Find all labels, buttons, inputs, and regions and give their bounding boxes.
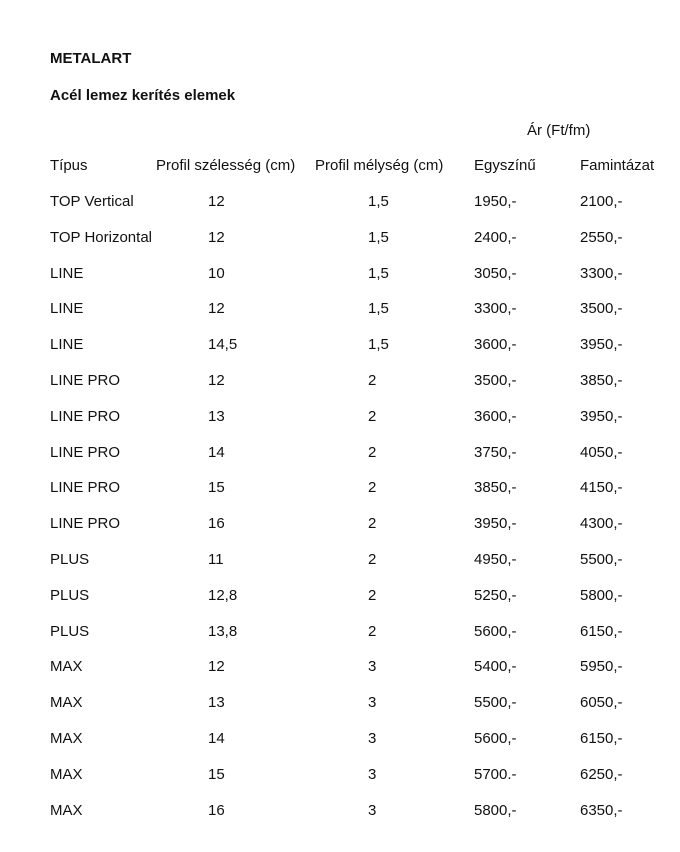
document-title: METALART [50, 50, 132, 67]
cell-type: MAX [50, 801, 83, 819]
cell-profile-depth: 1,5 [368, 193, 389, 210]
document-subtitle: Acél lemez kerítés elemek [50, 87, 236, 104]
cell-profile-width: 16 [208, 515, 225, 533]
cell-wood-pattern-price: 6250,- [580, 765, 623, 783]
cell-wood-pattern-price: 3850,- [580, 372, 623, 389]
cell-wood-pattern-price: 3950,- [580, 336, 623, 354]
cell-type: TOP Horizontal [50, 228, 152, 246]
cell-type: LINE PRO [50, 407, 121, 425]
cell-single-color-price: 3600,- [474, 336, 517, 354]
cell-wood-pattern-price: 5950,- [580, 658, 623, 676]
cell-profile-depth: 3 [368, 801, 377, 819]
cell-single-color-price: 3500,- [474, 372, 517, 389]
cell-single-color-price: 5400,- [474, 658, 517, 676]
cell-single-color-price: 5700.- [474, 765, 517, 783]
table-row [0, 336, 680, 356]
cell-profile-width: 12 [208, 658, 225, 676]
cell-wood-pattern-price: 2550,- [580, 228, 623, 246]
header-single-color: Egyszínű [474, 157, 536, 174]
cell-wood-pattern-price: 6150,- [580, 730, 623, 747]
cell-profile-depth: 2 [368, 407, 377, 425]
cell-profile-width: 14,5 [208, 336, 238, 354]
cell-profile-depth: 1,5 [368, 300, 389, 318]
cell-type: PLUS [50, 586, 90, 604]
cell-profile-width: 12 [208, 372, 225, 389]
cell-wood-pattern-price: 5500,- [580, 551, 623, 568]
table-row [0, 587, 680, 607]
table-row [0, 515, 680, 535]
table-row [0, 694, 680, 714]
cell-single-color-price: 5600,- [474, 730, 517, 747]
cell-profile-width: 10 [208, 264, 225, 282]
cell-type: MAX [50, 730, 83, 747]
cell-type: PLUS [50, 551, 90, 568]
cell-profile-depth: 2 [368, 622, 377, 640]
cell-wood-pattern-price: 4300,- [580, 515, 623, 533]
cell-profile-depth: 2 [368, 479, 377, 497]
cell-type: LINE [50, 336, 84, 354]
cell-single-color-price: 3600,- [474, 407, 517, 425]
cell-profile-width: 14 [208, 730, 225, 747]
cell-profile-depth: 2 [368, 372, 377, 389]
cell-wood-pattern-price: 3300,- [580, 264, 623, 282]
table-row [0, 766, 680, 786]
table-row [0, 730, 680, 750]
table-row [0, 300, 680, 320]
cell-wood-pattern-price: 4150,- [580, 479, 623, 497]
cell-profile-width: 12 [208, 228, 225, 246]
table-row [0, 408, 680, 428]
cell-single-color-price: 3950,- [474, 515, 517, 533]
cell-profile-depth: 2 [368, 586, 377, 604]
table-row [0, 479, 680, 499]
cell-wood-pattern-price: 6150,- [580, 622, 623, 640]
cell-wood-pattern-price: 5800,- [580, 586, 623, 604]
cell-wood-pattern-price: 3500,- [580, 300, 623, 318]
cell-single-color-price: 5800,- [474, 801, 517, 819]
cell-profile-width: 11 [208, 551, 224, 568]
cell-single-color-price: 5500,- [474, 694, 517, 712]
header-type: Típus [50, 157, 88, 174]
cell-type: TOP Vertical [50, 193, 134, 210]
cell-wood-pattern-price: 2100,- [580, 193, 623, 210]
cell-type: LINE PRO [50, 372, 121, 389]
cell-profile-depth: 1,5 [368, 264, 389, 282]
table-header-row [0, 157, 680, 177]
cell-type: LINE [50, 300, 84, 318]
cell-profile-depth: 2 [368, 551, 377, 568]
table-row [0, 802, 680, 822]
cell-profile-width: 13,8 [208, 622, 238, 640]
cell-profile-depth: 3 [368, 694, 377, 712]
cell-single-color-price: 5250,- [474, 586, 517, 604]
cell-type: LINE PRO [50, 443, 121, 461]
cell-type: LINE PRO [50, 515, 121, 533]
cell-profile-depth: 1,5 [368, 228, 389, 246]
cell-wood-pattern-price: 6050,- [580, 694, 623, 712]
table-row [0, 193, 680, 213]
cell-profile-depth: 3 [368, 730, 377, 747]
cell-type: LINE [50, 264, 84, 282]
cell-type: PLUS [50, 622, 90, 640]
cell-profile-width: 13 [208, 694, 225, 712]
cell-single-color-price: 2400,- [474, 228, 517, 246]
cell-type: MAX [50, 694, 83, 712]
cell-single-color-price: 3850,- [474, 479, 517, 497]
cell-profile-width: 12 [208, 300, 225, 318]
cell-single-color-price: 3050,- [474, 264, 517, 282]
cell-type: MAX [50, 765, 83, 783]
table-row [0, 265, 680, 285]
table-row [0, 229, 680, 249]
cell-profile-depth: 2 [368, 515, 377, 533]
header-profile-width: Profil szélesség (cm) [156, 157, 296, 174]
header-wood-pattern: Famintázat [580, 157, 655, 174]
cell-type: MAX [50, 658, 83, 676]
cell-profile-width: 12,8 [208, 586, 238, 604]
cell-profile-depth: 3 [368, 765, 377, 783]
cell-profile-width: 13 [208, 407, 225, 425]
cell-profile-width: 14 [208, 443, 225, 461]
cell-wood-pattern-price: 6350,- [580, 801, 623, 819]
cell-profile-width: 12 [208, 193, 225, 210]
cell-profile-width: 15 [208, 765, 225, 783]
header-profile-depth: Profil mélység (cm) [315, 157, 444, 174]
price-group-header: Ár (Ft/fm) [527, 122, 591, 139]
cell-profile-width: 15 [208, 479, 225, 497]
table-row [0, 551, 680, 571]
table-row [0, 444, 680, 464]
table-row [0, 658, 680, 678]
cell-profile-width: 16 [208, 801, 225, 819]
table-row [0, 623, 680, 643]
cell-profile-depth: 3 [368, 658, 377, 676]
cell-single-color-price: 3750,- [474, 443, 517, 461]
cell-single-color-price: 1950,- [474, 193, 517, 210]
cell-type: LINE PRO [50, 479, 121, 497]
cell-wood-pattern-price: 4050,- [580, 443, 623, 461]
cell-single-color-price: 4950,- [474, 551, 517, 568]
cell-profile-depth: 1,5 [368, 336, 389, 354]
table-row [0, 372, 680, 392]
cell-single-color-price: 5600,- [474, 622, 517, 640]
cell-profile-depth: 2 [368, 443, 377, 461]
cell-wood-pattern-price: 3950,- [580, 407, 623, 425]
cell-single-color-price: 3300,- [474, 300, 517, 318]
